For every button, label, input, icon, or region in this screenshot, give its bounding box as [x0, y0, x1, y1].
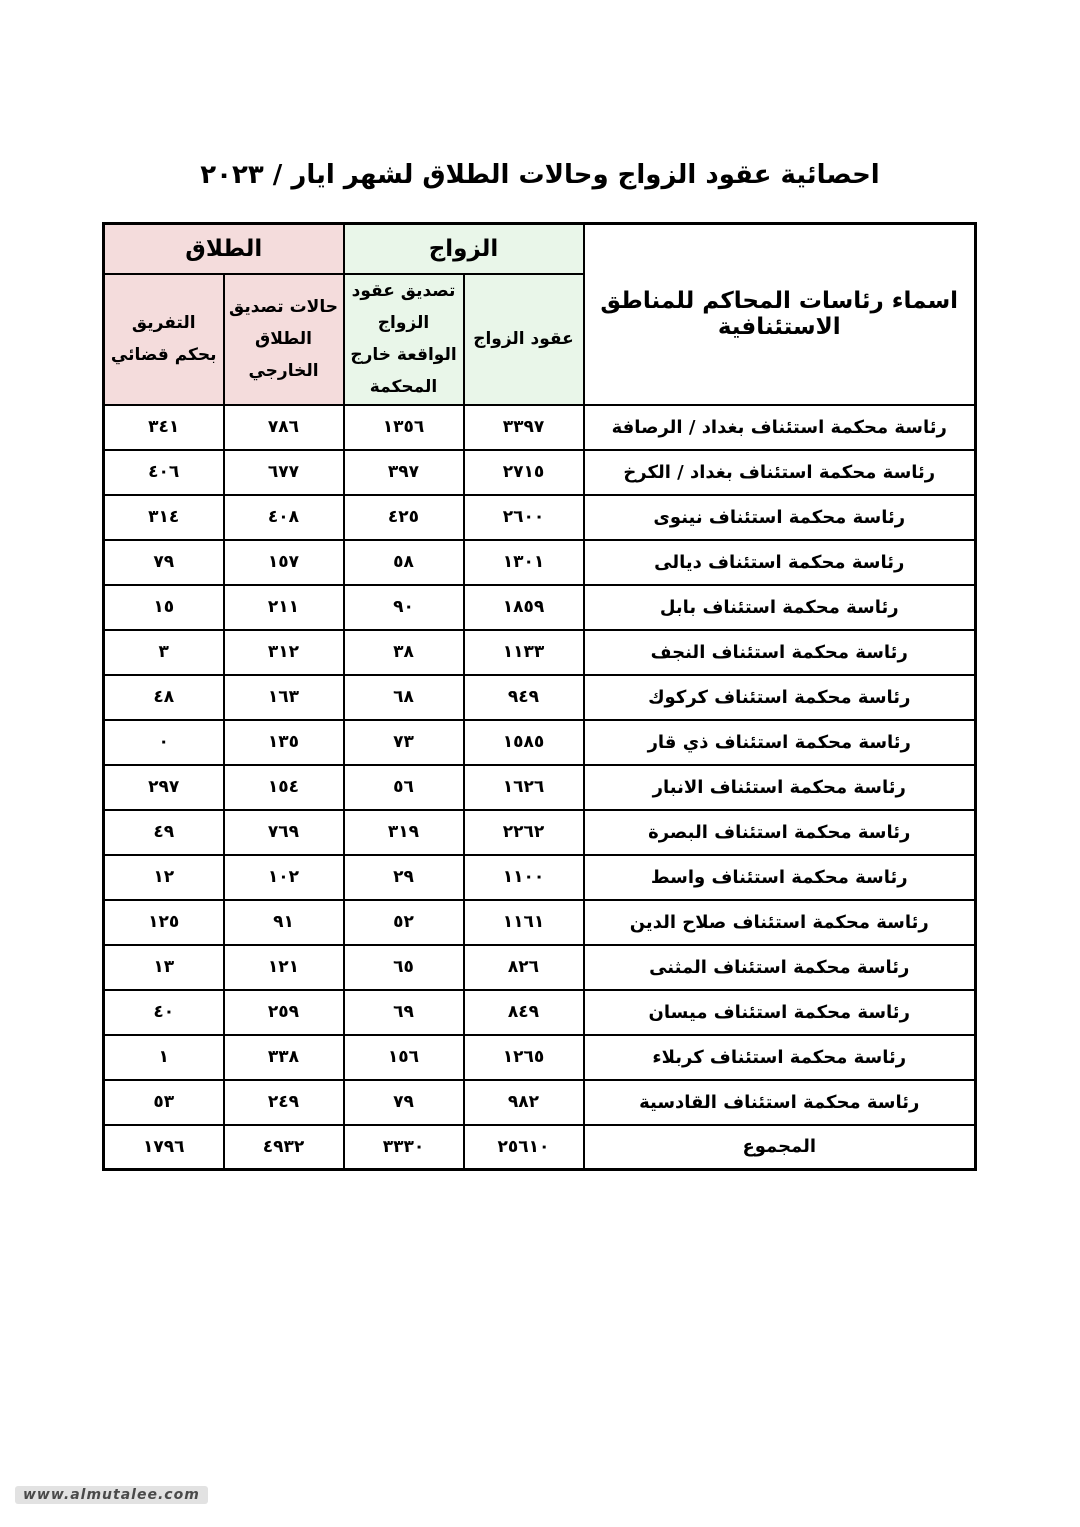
- table-row: [103, 630, 975, 675]
- value-cell-judicial-separation: ٣١٤: [103, 495, 223, 540]
- total-row: [103, 1125, 975, 1170]
- table-row: [103, 1080, 975, 1125]
- value-cell-external-divorce: ٢١١: [224, 585, 344, 630]
- value-cell-marriage-outside-court: ٦٨: [344, 675, 464, 720]
- table-row: [103, 540, 975, 585]
- value-cell-external-divorce: ٣٣٨: [224, 1035, 344, 1080]
- court-name-cell: رئاسة محكمة استئناف كركوك: [584, 675, 976, 720]
- value-cell-marriage-outside-court: ٢٩: [344, 855, 464, 900]
- value-cell-marriage-outside-court: ٥٢: [344, 900, 464, 945]
- court-name-cell: رئاسة محكمة استئناف البصرة: [584, 810, 976, 855]
- value-cell-marriage-contracts: ١٥٨٥: [464, 720, 584, 765]
- value-cell-marriage-contracts: ١٦٢٦: [464, 765, 584, 810]
- column-header-marriage-contracts: عقود الزواج: [464, 274, 584, 405]
- value-cell-marriage-contracts: ٣٣٩٧: [464, 405, 584, 450]
- value-cell-judicial-separation: ١٢٥: [103, 900, 223, 945]
- value-cell-marriage-contracts: ٢٥٦١٠: [464, 1125, 584, 1170]
- table-body: [103, 405, 975, 1170]
- table-row: [103, 495, 975, 540]
- table-row: [103, 405, 975, 450]
- table-row: [103, 675, 975, 720]
- value-cell-marriage-contracts: ٨٢٦: [464, 945, 584, 990]
- value-cell-marriage-outside-court: ٣٨: [344, 630, 464, 675]
- court-name-cell: رئاسة محكمة استئناف بابل: [584, 585, 976, 630]
- value-cell-judicial-separation: ١: [103, 1035, 223, 1080]
- value-cell-marriage-contracts: ١٣٠١: [464, 540, 584, 585]
- court-name-cell: رئاسة محكمة استئناف النجف: [584, 630, 976, 675]
- value-cell-marriage-contracts: ٩٤٩: [464, 675, 584, 720]
- value-cell-judicial-separation: ٤٠٦: [103, 450, 223, 495]
- table-row: [103, 990, 975, 1035]
- table-row: [103, 855, 975, 900]
- value-cell-external-divorce: ٧٦٩: [224, 810, 344, 855]
- value-cell-external-divorce: ٩١: [224, 900, 344, 945]
- value-cell-marriage-outside-court: ٧٣: [344, 720, 464, 765]
- value-cell-judicial-separation: ٤٨: [103, 675, 223, 720]
- statistics-table: [102, 222, 977, 1171]
- value-cell-judicial-separation: ٤٩: [103, 810, 223, 855]
- value-cell-judicial-separation: ١٧٩٦: [103, 1125, 223, 1170]
- value-cell-marriage-contracts: ٢٢٦٢: [464, 810, 584, 855]
- value-cell-external-divorce: ١٠٢: [224, 855, 344, 900]
- court-name-cell: رئاسة محكمة استئناف الانبار: [584, 765, 976, 810]
- value-cell-judicial-separation: ١٥: [103, 585, 223, 630]
- value-cell-external-divorce: ٣١٢: [224, 630, 344, 675]
- table-row: [103, 1035, 975, 1080]
- value-cell-judicial-separation: ٤٠: [103, 990, 223, 1035]
- column-header-external-divorce-certifications: حالات تصديق الطلاق الخارجي: [224, 274, 344, 405]
- value-cell-external-divorce: ١٣٥: [224, 720, 344, 765]
- value-cell-judicial-separation: ١٣: [103, 945, 223, 990]
- value-cell-marriage-outside-court: ٩٠: [344, 585, 464, 630]
- table-row: [103, 450, 975, 495]
- court-name-cell: رئاسة محكمة استئناف ديالى: [584, 540, 976, 585]
- value-cell-marriage-outside-court: ٥٦: [344, 765, 464, 810]
- value-cell-marriage-contracts: ١١٦١: [464, 900, 584, 945]
- value-cell-judicial-separation: ٣: [103, 630, 223, 675]
- value-cell-marriage-outside-court: ٥٨: [344, 540, 464, 585]
- total-label: المجموع: [584, 1125, 976, 1170]
- court-name-cell: رئاسة محكمة استئناف كربلاء: [584, 1035, 976, 1080]
- value-cell-external-divorce: ١٥٤: [224, 765, 344, 810]
- value-cell-marriage-outside-court: ٦٩: [344, 990, 464, 1035]
- value-cell-marriage-contracts: ١١٠٠: [464, 855, 584, 900]
- table-row: [103, 945, 975, 990]
- court-name-cell: رئاسة محكمة استئناف ذي قار: [584, 720, 976, 765]
- court-name-cell: رئاسة محكمة استئناف صلاح الدين: [584, 900, 976, 945]
- value-cell-external-divorce: ٢٤٩: [224, 1080, 344, 1125]
- watermark: www.almutalee.com: [15, 1486, 208, 1504]
- value-cell-external-divorce: ١٥٧: [224, 540, 344, 585]
- column-header-judicial-separation: التفريق بحكم قضائي: [103, 274, 223, 405]
- column-header-marriage-outside-court: تصديق عقود الزواج الواقعة خارج المحكمة: [344, 274, 464, 405]
- value-cell-marriage-outside-court: ٣١٩: [344, 810, 464, 855]
- value-cell-marriage-outside-court: ٧٩: [344, 1080, 464, 1125]
- court-name-cell: رئاسة محكمة استئناف ميسان: [584, 990, 976, 1035]
- court-name-cell: رئاسة محكمة استئناف المثنى: [584, 945, 976, 990]
- value-cell-judicial-separation: ٠: [103, 720, 223, 765]
- value-cell-marriage-contracts: ١١٣٣: [464, 630, 584, 675]
- value-cell-external-divorce: ١٦٣: [224, 675, 344, 720]
- value-cell-judicial-separation: ٢٩٧: [103, 765, 223, 810]
- value-cell-marriage-contracts: ١٢٦٥: [464, 1035, 584, 1080]
- table-row: [103, 810, 975, 855]
- court-name-cell: رئاسة محكمة استئناف نينوى: [584, 495, 976, 540]
- value-cell-marriage-outside-court: ٦٥: [344, 945, 464, 990]
- value-cell-external-divorce: ٤٩٣٢: [224, 1125, 344, 1170]
- court-name-cell: رئاسة محكمة استئناف بغداد / الكرخ: [584, 450, 976, 495]
- table-row: [103, 765, 975, 810]
- page-title: احصائية عقود الزواج وحالات الطلاق لشهر ايار / ٢٠٢٣: [200, 160, 880, 190]
- value-cell-judicial-separation: ٣٤١: [103, 405, 223, 450]
- value-cell-marriage-outside-court: ١٥٦: [344, 1035, 464, 1080]
- value-cell-marriage-contracts: ٢٧١٥: [464, 450, 584, 495]
- table-row: [103, 585, 975, 630]
- value-cell-marriage-outside-court: ٤٢٥: [344, 495, 464, 540]
- value-cell-marriage-outside-court: ١٣٥٦: [344, 405, 464, 450]
- column-group-marriage: الزواج: [344, 224, 584, 274]
- value-cell-external-divorce: ٢٥٩: [224, 990, 344, 1035]
- column-group-divorce: الطلاق: [103, 224, 343, 274]
- value-cell-judicial-separation: ٧٩: [103, 540, 223, 585]
- court-name-cell: رئاسة محكمة استئناف بغداد / الرصافة: [584, 405, 976, 450]
- value-cell-external-divorce: ٦٧٧: [224, 450, 344, 495]
- value-cell-external-divorce: ١٢١: [224, 945, 344, 990]
- value-cell-external-divorce: ٤٠٨: [224, 495, 344, 540]
- table-row: [103, 900, 975, 945]
- value-cell-marriage-contracts: ٢٦٠٠: [464, 495, 584, 540]
- value-cell-external-divorce: ٧٨٦: [224, 405, 344, 450]
- value-cell-marriage-outside-court: ٣٩٧: [344, 450, 464, 495]
- value-cell-judicial-separation: ٥٣: [103, 1080, 223, 1125]
- value-cell-marriage-contracts: ١٨٥٩: [464, 585, 584, 630]
- court-name-cell: رئاسة محكمة استئناف واسط: [584, 855, 976, 900]
- header-group-row: [103, 224, 975, 274]
- value-cell-marriage-contracts: ٨٤٩: [464, 990, 584, 1035]
- column-header-court-names: اسماء رئاسات المحاكم للمناطق الاستئنافية: [584, 224, 976, 405]
- value-cell-marriage-contracts: ٩٨٢: [464, 1080, 584, 1125]
- value-cell-marriage-outside-court: ٣٣٣٠: [344, 1125, 464, 1170]
- table-header: [103, 224, 975, 405]
- value-cell-judicial-separation: ١٢: [103, 855, 223, 900]
- table-row: [103, 720, 975, 765]
- court-name-cell: رئاسة محكمة استئناف القادسية: [584, 1080, 976, 1125]
